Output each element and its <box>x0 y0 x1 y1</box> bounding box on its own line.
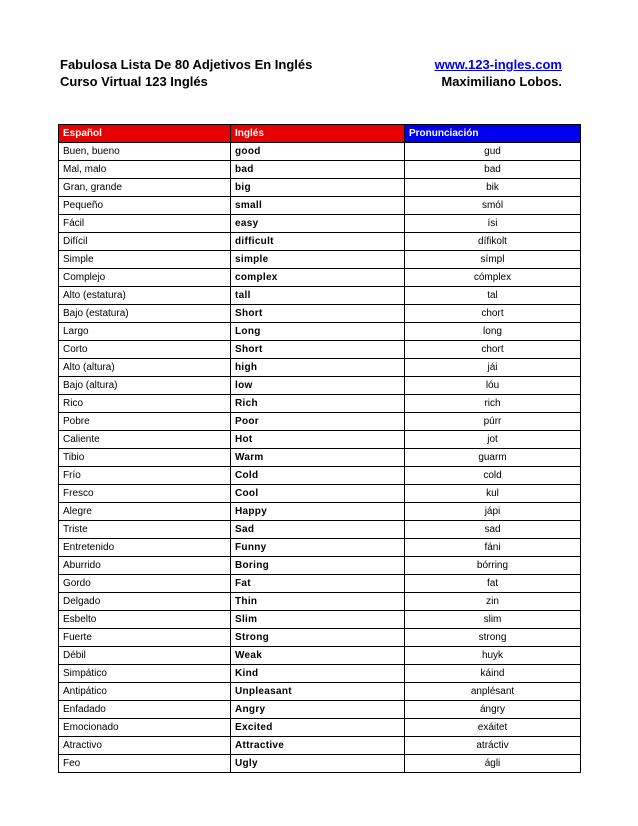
cell-ingles: big <box>231 179 405 197</box>
cell-ingles: Excited <box>231 719 405 737</box>
table-row <box>59 287 581 305</box>
cell-ingles: Short <box>231 341 405 359</box>
table-row <box>59 377 581 395</box>
cell-espanol: Gordo <box>59 575 231 593</box>
cell-espanol: Fresco <box>59 485 231 503</box>
table-row <box>59 719 581 737</box>
table-row <box>59 143 581 161</box>
table-row <box>59 629 581 647</box>
table-row <box>59 431 581 449</box>
table-row <box>59 179 581 197</box>
table-row <box>59 503 581 521</box>
table-row <box>59 593 581 611</box>
cell-espanol: Atractivo <box>59 737 231 755</box>
cell-pronunciacion: púrr <box>405 413 581 431</box>
cell-ingles: Weak <box>231 647 405 665</box>
cell-ingles: Kind <box>231 665 405 683</box>
table-row <box>59 305 581 323</box>
cell-pronunciacion: slim <box>405 611 581 629</box>
cell-ingles: high <box>231 359 405 377</box>
table-row <box>59 521 581 539</box>
cell-ingles: complex <box>231 269 405 287</box>
cell-espanol: Frío <box>59 467 231 485</box>
header-row-1 <box>60 56 562 73</box>
cell-espanol: Complejo <box>59 269 231 287</box>
adjectives-table <box>58 124 581 773</box>
cell-pronunciacion: fat <box>405 575 581 593</box>
cell-espanol: Fácil <box>59 215 231 233</box>
cell-ingles: simple <box>231 251 405 269</box>
cell-pronunciacion: fáni <box>405 539 581 557</box>
website-link[interactable]: www.123-ingles.com <box>434 57 562 72</box>
document-title: Fabulosa Lista De 80 Adjetivos En Inglés <box>60 57 313 72</box>
cell-pronunciacion: strong <box>405 629 581 647</box>
table-row <box>59 575 581 593</box>
cell-pronunciacion: rich <box>405 395 581 413</box>
column-header-ingles: Inglés <box>231 125 405 143</box>
cell-pronunciacion: tal <box>405 287 581 305</box>
column-header-pronunciacion: Pronunciación <box>405 125 581 143</box>
cell-pronunciacion: símpl <box>405 251 581 269</box>
cell-pronunciacion: dífikolt <box>405 233 581 251</box>
cell-ingles: Happy <box>231 503 405 521</box>
cell-espanol: Emocionado <box>59 719 231 737</box>
table-row <box>59 395 581 413</box>
table-row <box>59 269 581 287</box>
cell-ingles: good <box>231 143 405 161</box>
cell-pronunciacion: bad <box>405 161 581 179</box>
table-row <box>59 215 581 233</box>
cell-espanol: Esbelto <box>59 611 231 629</box>
table-row <box>59 341 581 359</box>
cell-pronunciacion: sad <box>405 521 581 539</box>
table-row <box>59 755 581 773</box>
cell-pronunciacion: atráctiv <box>405 737 581 755</box>
author-name: Maximiliano Lobos. <box>441 74 562 89</box>
table-row <box>59 701 581 719</box>
cell-espanol: Largo <box>59 323 231 341</box>
table-header-row <box>59 125 581 143</box>
cell-ingles: Rich <box>231 395 405 413</box>
cell-ingles: Fat <box>231 575 405 593</box>
cell-ingles: Cool <box>231 485 405 503</box>
table-row <box>59 683 581 701</box>
cell-pronunciacion: smól <box>405 197 581 215</box>
cell-espanol: Bajo (altura) <box>59 377 231 395</box>
cell-pronunciacion: ágli <box>405 755 581 773</box>
cell-espanol: Entretenido <box>59 539 231 557</box>
cell-espanol: Delgado <box>59 593 231 611</box>
table-row <box>59 323 581 341</box>
cell-pronunciacion: guarm <box>405 449 581 467</box>
cell-espanol: Caliente <box>59 431 231 449</box>
table-row <box>59 413 581 431</box>
cell-espanol: Gran, grande <box>59 179 231 197</box>
cell-pronunciacion: ísi <box>405 215 581 233</box>
column-header-espanol: Español <box>59 125 231 143</box>
cell-espanol: Corto <box>59 341 231 359</box>
cell-pronunciacion: lóu <box>405 377 581 395</box>
document-header <box>60 56 562 90</box>
cell-espanol: Simple <box>59 251 231 269</box>
table-row <box>59 485 581 503</box>
cell-pronunciacion: cold <box>405 467 581 485</box>
cell-ingles: bad <box>231 161 405 179</box>
cell-pronunciacion: kul <box>405 485 581 503</box>
cell-ingles: low <box>231 377 405 395</box>
header-row-2 <box>60 73 562 90</box>
cell-ingles: tall <box>231 287 405 305</box>
cell-pronunciacion: káind <box>405 665 581 683</box>
table-row <box>59 197 581 215</box>
cell-pronunciacion: gud <box>405 143 581 161</box>
cell-ingles: small <box>231 197 405 215</box>
cell-ingles: Strong <box>231 629 405 647</box>
cell-pronunciacion: exáitet <box>405 719 581 737</box>
cell-espanol: Pobre <box>59 413 231 431</box>
table-row <box>59 611 581 629</box>
cell-espanol: Alto (altura) <box>59 359 231 377</box>
cell-espanol: Feo <box>59 755 231 773</box>
cell-ingles: Boring <box>231 557 405 575</box>
cell-ingles: Cold <box>231 467 405 485</box>
table-row <box>59 467 581 485</box>
cell-pronunciacion: anplésant <box>405 683 581 701</box>
cell-pronunciacion: cómplex <box>405 269 581 287</box>
table-row <box>59 557 581 575</box>
cell-pronunciacion: huyk <box>405 647 581 665</box>
cell-pronunciacion: chort <box>405 305 581 323</box>
cell-pronunciacion: jái <box>405 359 581 377</box>
cell-espanol: Enfadado <box>59 701 231 719</box>
table-body <box>59 143 581 773</box>
cell-ingles: difficult <box>231 233 405 251</box>
cell-espanol: Débil <box>59 647 231 665</box>
cell-espanol: Fuerte <box>59 629 231 647</box>
cell-ingles: Warm <box>231 449 405 467</box>
table-row <box>59 449 581 467</box>
cell-ingles: Funny <box>231 539 405 557</box>
cell-ingles: easy <box>231 215 405 233</box>
cell-ingles: Short <box>231 305 405 323</box>
table-row <box>59 359 581 377</box>
cell-espanol: Tibio <box>59 449 231 467</box>
cell-ingles: Thin <box>231 593 405 611</box>
table-row <box>59 251 581 269</box>
cell-espanol: Alto (estatura) <box>59 287 231 305</box>
cell-espanol: Mal, malo <box>59 161 231 179</box>
cell-ingles: Attractive <box>231 737 405 755</box>
cell-pronunciacion: bik <box>405 179 581 197</box>
table-row <box>59 161 581 179</box>
cell-espanol: Aburrido <box>59 557 231 575</box>
cell-espanol: Bajo (estatura) <box>59 305 231 323</box>
table-row <box>59 737 581 755</box>
cell-pronunciacion: bórring <box>405 557 581 575</box>
table-row <box>59 539 581 557</box>
cell-espanol: Antipático <box>59 683 231 701</box>
cell-ingles: Long <box>231 323 405 341</box>
cell-pronunciacion: jápi <box>405 503 581 521</box>
cell-ingles: Slim <box>231 611 405 629</box>
cell-ingles: Angry <box>231 701 405 719</box>
cell-espanol: Pequeño <box>59 197 231 215</box>
cell-ingles: Unpleasant <box>231 683 405 701</box>
cell-espanol: Triste <box>59 521 231 539</box>
cell-pronunciacion: chort <box>405 341 581 359</box>
cell-pronunciacion: zin <box>405 593 581 611</box>
cell-ingles: Poor <box>231 413 405 431</box>
cell-pronunciacion: long <box>405 323 581 341</box>
cell-ingles: Sad <box>231 521 405 539</box>
document-subtitle: Curso Virtual 123 Inglés <box>60 74 208 89</box>
cell-espanol: Buen, bueno <box>59 143 231 161</box>
table-row <box>59 233 581 251</box>
cell-espanol: Alegre <box>59 503 231 521</box>
cell-pronunciacion: jot <box>405 431 581 449</box>
cell-ingles: Hot <box>231 431 405 449</box>
table-row <box>59 665 581 683</box>
cell-ingles: Ugly <box>231 755 405 773</box>
table-row <box>59 647 581 665</box>
cell-espanol: Rico <box>59 395 231 413</box>
cell-espanol: Simpático <box>59 665 231 683</box>
cell-espanol: Difícil <box>59 233 231 251</box>
cell-pronunciacion: ángry <box>405 701 581 719</box>
